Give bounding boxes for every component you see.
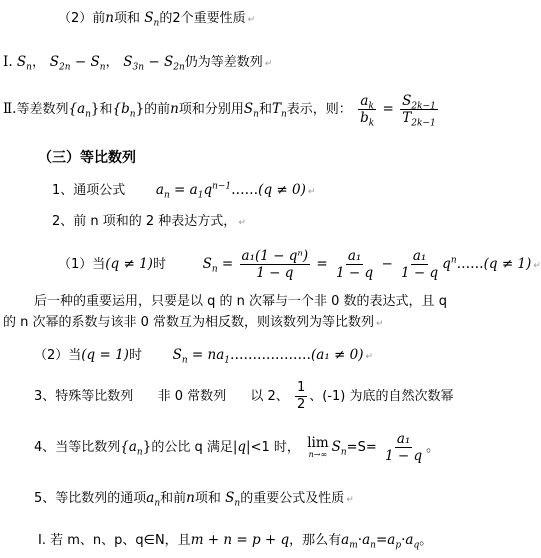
limit-fraction: $\frac{\text{a₁}}{1 - q}$ [385, 431, 423, 464]
paragraph-mark-icon: ↵ [533, 261, 541, 271]
formula-properties-heading: 5、等比数列的通项$a_n$和前n项和 $S_n$的重要公式及性质 ↵ [34, 490, 354, 509]
sum-fraction-2: $\frac{\text{a₁}}{1 - q}$ [336, 248, 374, 281]
limit-operator: lim n→∞ [307, 434, 329, 459]
property-1: Ⅰ. $S_n$， $S_{2n} - S_n$， $S_{3n} - S_{2n}$仍为等差数列 ↵ [3, 54, 273, 73]
general-term-formula: 1、通项公式 $a_n$ = $a_1q^{n-1}\dots\dots(q \ne 0)$ ↵ [52, 181, 316, 201]
paragraph-mark-icon: ↵ [376, 319, 384, 329]
explanation-line-2: 的 n 次幂的系数与该非 0 常数互为相反数，则该数列为等比数列 ↵ [3, 315, 384, 330]
paragraph-mark-icon: ↵ [346, 495, 354, 505]
product-property: Ⅰ. 若 m、n、p、q∈N，且m + n = p + q，那么有$a_m\cdot a_n=a_p\cdot a_q$。 [38, 532, 433, 551]
sum-fraction-3: $\frac{\text{a₁}}{1 - q}$ [401, 248, 439, 281]
special-geometric-sequences: 3、特殊等比数列 非 0 常数列 以 2、 $\frac{1}{2}$ 、(-1) 为底的自然次数幂 [34, 380, 454, 412]
paragraph-mark-icon: ↵ [365, 352, 374, 362]
ratio-fraction-left: $\frac{a_k}{b_k}$ [360, 93, 375, 129]
sum-formula-q-ne-1: （1）当(q ≠ 1)时 $S_n$ = $\frac{\text{a₁(1 − qⁿ)}}{1 - q}$ = $\frac{\text{a₁}}{1 - q}$ − $\frac{\text{a₁}}{1 - q}$ $q^n\dots\dots(q \ne 1)$ ↵ [58, 248, 541, 281]
paragraph-mark-icon: ↵ [307, 187, 316, 197]
half-fraction: $\frac{1}{2}$ [296, 380, 306, 412]
property-2: Ⅱ.等差数列$\{a_n\}$和$\{b_n\}$的前n项和分别用$S_n$和$T_n$表示，则： $\frac{a_k}{b_k}$ = $\frac{S_{2k-1}}{T_{2k-1}}$ [3, 93, 436, 129]
infinite-sum-limit: 4、当等比数列$\{a_n\}$的公比 q 满足|q|<1 时， lim n→∞ $S_n=S=$ $\frac{\text{a₁}}{1 - q}$ 。 [34, 431, 440, 464]
paragraph-mark-icon: ↵ [264, 59, 273, 69]
paragraph-mark-icon: ↵ [247, 15, 256, 25]
sum-expressions-heading: 2、前 n 项和的 2 种表达方式， ↵ [52, 214, 246, 229]
explanation-line-1: 后一种的重要运用，只要是以 q 的 n 次幂与一个非 0 数的表达式，且 q [34, 294, 447, 309]
sum-fraction-1: $\frac{\text{a₁(1 − qⁿ)}}{1 - q}$ [241, 248, 309, 281]
ratio-fraction-right: $\frac{S_{2k-1}}{T_{2k-1}}$ [402, 93, 436, 129]
paragraph-mark-icon: ↵ [238, 218, 246, 228]
section-geometric-title: （三）等比数列 [38, 150, 136, 166]
sum-formula-q-eq-1: （2）当(q = 1)时 $S_n$ = $na_1\dots\dots\dots\dots\dots\dots(a_1 \ne 0)$ ↵ [34, 347, 374, 366]
sum-properties-heading: （2）前n项和 $S_n$的2个重要性质 ↵ [58, 10, 256, 29]
